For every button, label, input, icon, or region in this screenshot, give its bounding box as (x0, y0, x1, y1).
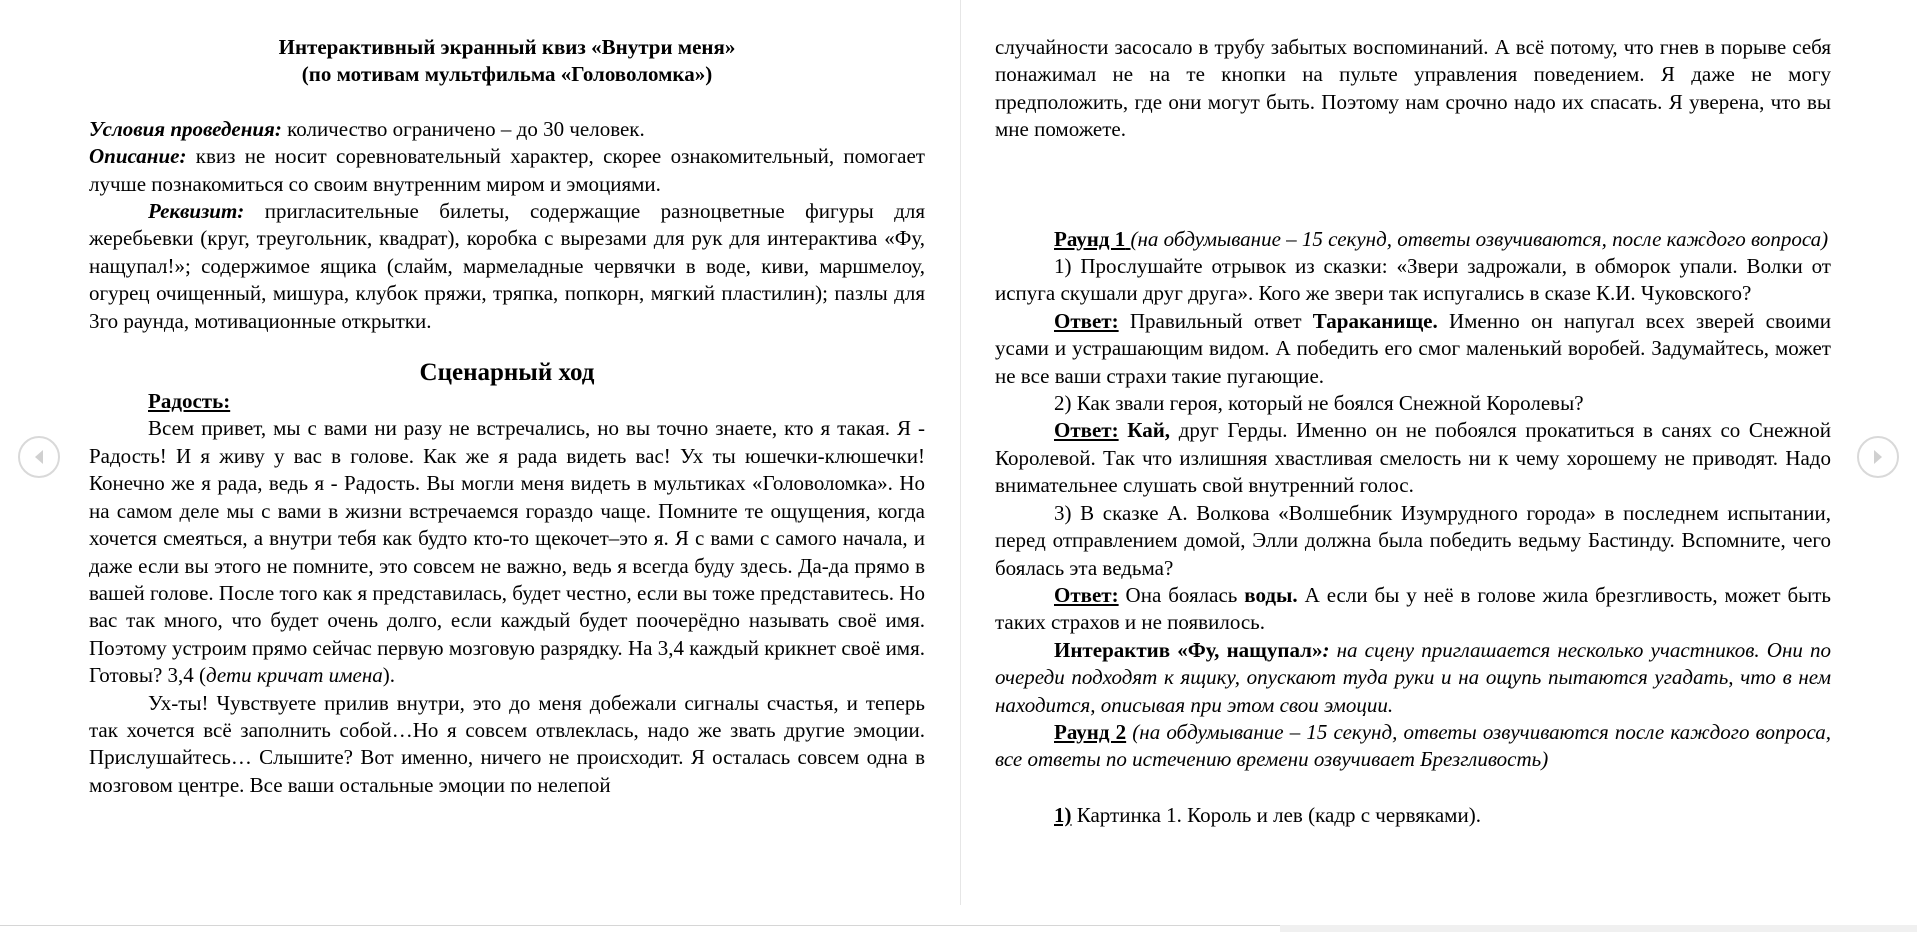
round2-paragraph (995, 719, 1831, 774)
answer-label: Ответ: (1054, 582, 1119, 607)
conditions-paragraph (89, 116, 925, 143)
props-paragraph (89, 198, 925, 335)
answer-3-pre: Она боялась (1118, 582, 1245, 607)
answer-3-bold: воды. (1244, 582, 1298, 607)
page-divider (960, 0, 961, 905)
item-text: Картинка 1. Король и лев (кадр с червяками). (1071, 802, 1481, 827)
round1-label: Раунд 1 (1054, 226, 1126, 251)
joy-paragraph-2: Ух-ты! Чувствуете прилив внутри, это до меня добежали сигналы счастья, и теперь так хочется всё заполнить собой…Но я совсем отвлеклась, надо же звать другие эмоции. Прислушайтесь… Слышите? Вот именно, ничего не происходит. Я осталась совсем одна в мозговом центре. Все ваши остальные эмоции по нелепой (89, 690, 925, 797)
previous-page-button[interactable] (18, 436, 60, 478)
answer-3-post: А если бы у неё в голове жила брезгливость, может быть таких страхов и не появилось. (995, 582, 1832, 635)
spacer (995, 774, 1831, 802)
question-2: 2) Как звали героя, который не боялся Снежной Королевы? (1054, 391, 1584, 416)
joy-text-1: Всем привет, мы с вами ни разу не встречались, но вы точно знаете, кто я такая. Я - Радость! И я живу у вас в голове. Как же я рада видеть вас! Ух ты юшечки-клюшечки! Конечно же я рада, ведь я - Радость. Вы могли меня видеть в мультиках «Головоломка». Но на самом деле мы с вами в жизни встречаемся гораздо чаще. Помните те ощущения, когда хочется смеяться, а внутри тебя как будто кто-то щекочет–это я. Я с вами с самого начала, и даже если вы этого не помните, это совсем не важно, ведь я всегда буду здесь. Да-да прямо в вашей голове. После того как я представилась, будет честно, если вы тоже представитесь. Но вас так много, что будет очень долго, если каждый будет поочерёдно называть своё имя. Поэтому устроим прямо сейчас первую мозговую разрядку. На 3,4 каждый крикнет своё имя. Готовы? 3,4 ( (89, 416, 925, 688)
document-subtitle: (по мотивам мультфильма «Головоломка») (301, 62, 713, 87)
scenario-heading: Сценарный ход (419, 359, 595, 387)
joy-stage-direction: дети кричат имена (206, 663, 383, 688)
answer-2-bold: Кай, (1118, 418, 1171, 443)
description-label: Описание: (89, 144, 187, 169)
conditions-text: количество ограничено – до 30 человек. (281, 116, 645, 141)
question-1: 1) Прослушайте отрывок из сказки: «Звери задрожали, в обморок упали. Волки от испуга скушали друг друга». Кого же звери так испугались в сказе К.И. Чуковского? (995, 254, 1831, 306)
spacer (89, 89, 925, 116)
round2-note: (на обдумывание – 15 секунд, ответы озвучиваются после каждого вопроса, все ответы по истечению времени озвучивает Брезгливость) (995, 719, 1831, 772)
answer-label: Ответ: (1054, 308, 1119, 333)
round2-label: Раунд 2 (1054, 719, 1127, 744)
joy-label-paragraph (89, 388, 925, 415)
round1-paragraph (995, 226, 1831, 253)
continued-paragraph: случайности засосало в трубу забытых воспоминаний. А всё потому, что гнев в порыве себя понажимал не на те кнопки на пульте управления поведением. Я даже не могу предположить, где они могут быть. Поэтому нам срочно надо их спасать. Я уверена, что вы мне поможете. (995, 35, 1831, 142)
question-3: 3) В сказке А. Волкова «Волшебник Изумрудного города» в последнем испытании, перед отправлением домой, Элли должна была победить ведьму Бастинду. Вспомните, чего боялась эта ведьма? (995, 500, 1831, 580)
interactive-paragraph (995, 637, 1831, 719)
answer-2 (995, 417, 1831, 499)
joy-paragraph-1 (89, 415, 925, 689)
scrollbar-track (1280, 925, 1917, 932)
answer-1-post: Именно он напугал всех зверей своими усами и устрашающим видом. А победить его смог маленький воробей. Задумайтесь, может не все ваши страхи такие пугающие. (995, 308, 1831, 388)
page-right (995, 0, 1831, 829)
chevron-right-icon (1870, 448, 1886, 466)
answer-2-post: друг Герды. Именно он не побоялся прокатиться в санях со Снежной Королевой. Так что излишняя хвастливая смелость ни к чему хорошему не приводят. Надо внимательнее слушать свой внутренний голос. (995, 418, 1831, 498)
item-number: 1) (1054, 802, 1072, 827)
page-left (89, 0, 925, 799)
document-title: Интерактивный экранный квиз «Внутри меня» (278, 35, 736, 59)
spacer (995, 144, 1831, 226)
conditions-label: Условия проведения: (89, 116, 282, 141)
next-page-button[interactable] (1857, 436, 1899, 478)
joy-text-1-end: ). (382, 663, 396, 688)
interactive-text: на сцену приглашается несколько участников. Они по очереди подходят к ящику, опускают туда руки и на ощупь пытаются угадать, что в нем находится, описывая при этом свои эмоции. (995, 637, 1832, 717)
props-label: Реквизит: (148, 199, 245, 224)
props-text: пригласительные билеты, содержащие разноцветные фигуры для жеребьевки (круг, треугольник, квадрат), коробка с вырезами для рук для интерактива «Фу, нащупал!»; содержимое ящика (слайм, мармеладные червячки в воде, киви, маршмелоу, огурец очищенный, мишура, клубок пряжи, тряпка, попкорн, мягкий пластилин); пазлы для 3го раунда, мотивационные открытки. (89, 199, 925, 333)
round2-item-1 (995, 802, 1831, 829)
description-paragraph (89, 143, 925, 198)
joy-label: Радость: (148, 389, 231, 414)
answer-label: Ответ: (1054, 418, 1119, 443)
description-text: квиз не носит соревновательный характер, скорее ознакомительный, помогает лучше познакомиться со своим внутренним миром и эмоциями. (89, 144, 925, 196)
answer-3 (995, 582, 1831, 637)
answer-1-bold: Тараканище. (1312, 308, 1438, 333)
chevron-left-icon (31, 448, 47, 466)
answer-1-pre: Правильный ответ (1118, 308, 1313, 333)
interactive-label: Интерактив «Фу, нащупал» (1054, 637, 1323, 662)
interactive-colon: : (1322, 637, 1330, 662)
round1-note: (на обдумывание – 15 секунд, ответы озвучиваются, после каждого вопроса) (1130, 226, 1829, 251)
answer-1 (995, 308, 1831, 390)
